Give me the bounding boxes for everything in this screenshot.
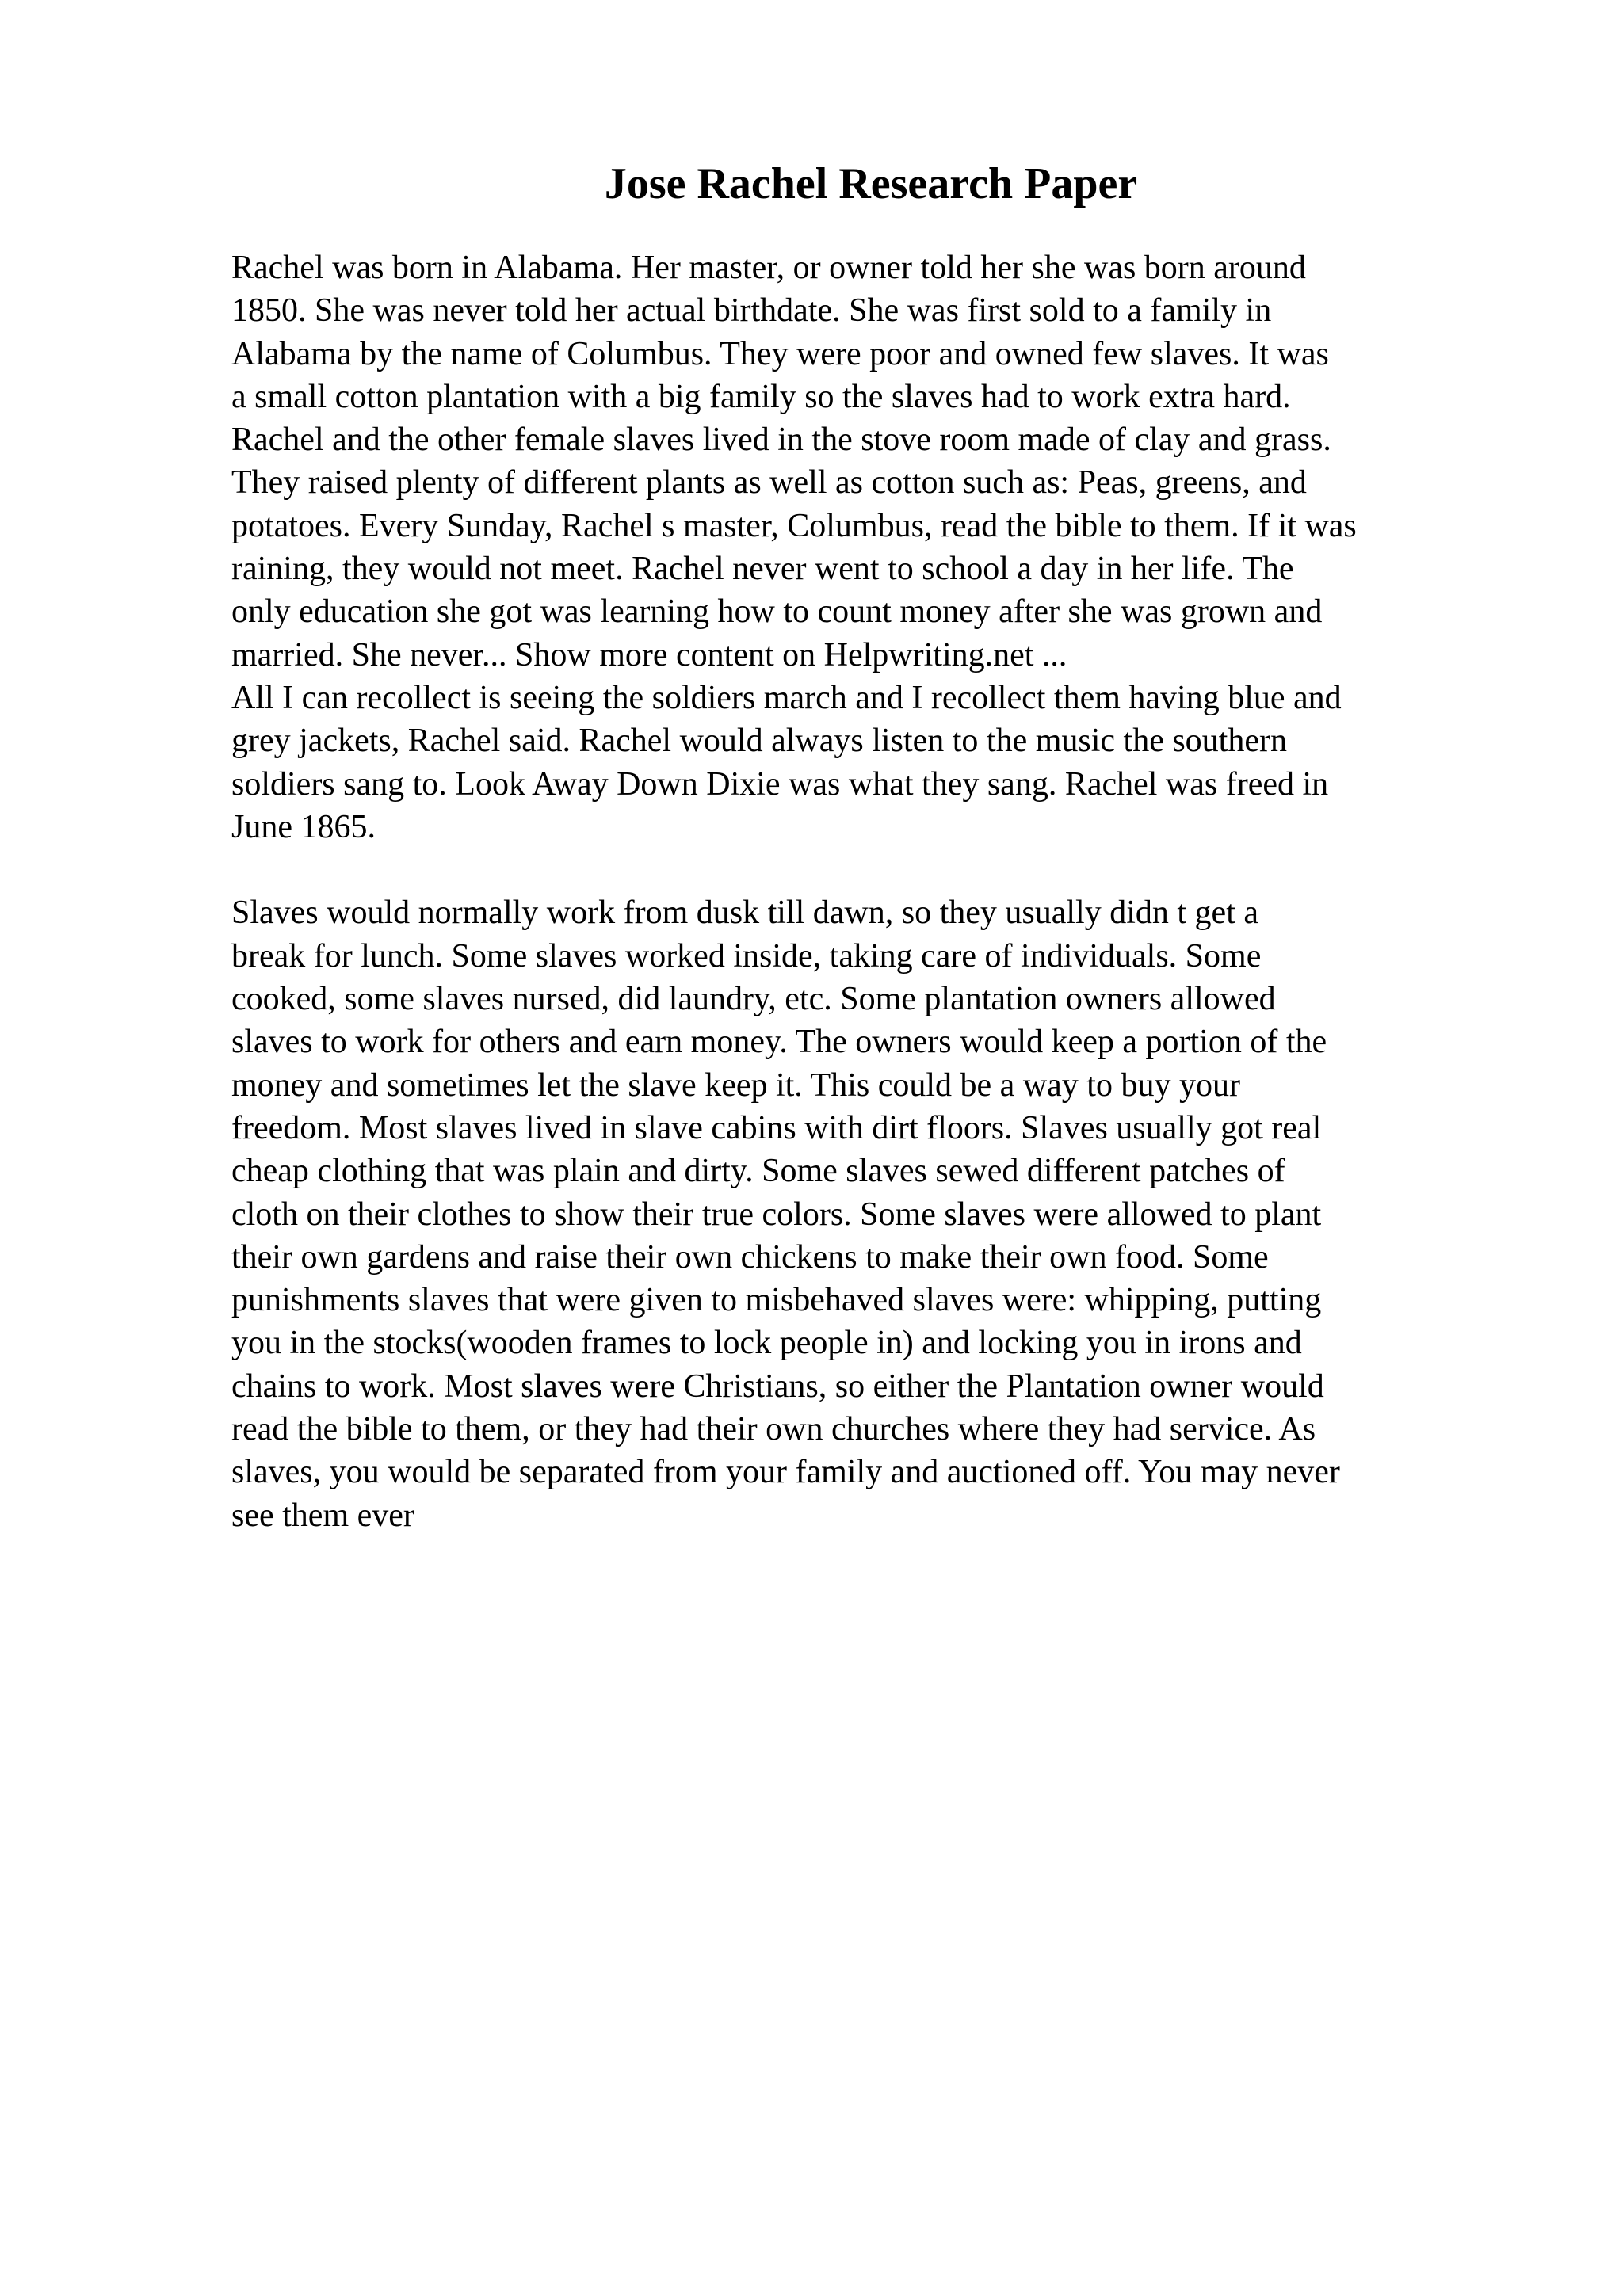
text-line: break for lunch. Some slaves worked inside, taking care of individuals. Some	[231, 937, 1262, 974]
text-line: read the bible to them, or they had their own churches where they had service. As	[231, 1411, 1316, 1448]
text-line: married. She never... Show more content on Helpwriting.net ...	[231, 636, 1067, 673]
text-line: you in the stocks(wooden frames to lock people in) and locking you in irons and	[231, 1325, 1302, 1362]
text-line: grey jackets, Rachel said. Rachel would always listen to the music the southern	[231, 723, 1287, 760]
text-line: see them ever	[231, 1497, 414, 1534]
text-line: cloth on their clothes to show their true colors. Some slaves were allowed to plant	[231, 1196, 1322, 1233]
text-line: All I can recollect is seeing the soldiers march and I recollect them having blue and	[231, 679, 1342, 716]
paragraph-3	[231, 891, 1515, 1536]
text-line: freedom. Most slaves lived in slave cabins with dirt floors. Slaves usually got real	[231, 1109, 1322, 1146]
text-line: cheap clothing that was plain and dirty. Some slaves sewed different patches of	[231, 1153, 1285, 1190]
text-line: their own gardens and raise their own chickens to make their own food. Some	[231, 1238, 1269, 1276]
document-title: Jose Rachel Research Paper	[604, 159, 1138, 208]
text-line: Alabama by the name of Columbus. They were poor and owned few slaves. It was	[231, 335, 1329, 372]
text-line: money and sometimes let the slave keep it. This could be a way to buy your	[231, 1066, 1240, 1104]
document-body	[231, 246, 1515, 1537]
paragraph-1	[231, 246, 1515, 677]
text-line: slaves, you would be separated from your family and auctioned off. You may never	[231, 1454, 1340, 1491]
text-line: chains to work. Most slaves were Christians, so either the Plantation owner would	[231, 1367, 1324, 1405]
text-line: June 1865.	[231, 808, 376, 845]
text-line: 1850. She was never told her actual birthdate. She was first sold to a family in	[231, 292, 1272, 330]
text-line: Rachel was born in Alabama. Her master, or owner told her she was born around	[231, 250, 1306, 286]
text-line: Rachel and the other female slaves lived in the stove room made of clay and grass.	[231, 421, 1331, 459]
text-line: slaves to work for others and earn money. The owners would keep a portion of the	[231, 1024, 1327, 1061]
text-line: Slaves would normally work from dusk till dawn, so they usually didn t get a	[231, 894, 1259, 932]
paragraph-2	[231, 677, 1515, 849]
text-line: They raised plenty of different plants as well as cotton such as: Peas, greens, and	[231, 464, 1307, 502]
text-line: potatoes. Every Sunday, Rachel s master, Columbus, read the bible to them. If it was	[231, 507, 1357, 544]
text-line: raining, they would not meet. Rachel never went to school a day in her life. The	[231, 551, 1294, 588]
text-line: a small cotton plantation with a big family so the slaves had to work extra hard.	[231, 378, 1291, 415]
text-line: soldiers sang to. Look Away Down Dixie was what they sang. Rachel was freed in	[231, 765, 1329, 803]
paragraph-spacer	[231, 849, 1515, 891]
text-line: cooked, some slaves nursed, did laundry, etc. Some plantation owners allowed	[231, 981, 1276, 1018]
text-line: punishments slaves that were given to misbehaved slaves were: whipping, putting	[231, 1282, 1322, 1319]
text-line: only education she got was learning how to count money after she was grown and	[231, 593, 1323, 631]
